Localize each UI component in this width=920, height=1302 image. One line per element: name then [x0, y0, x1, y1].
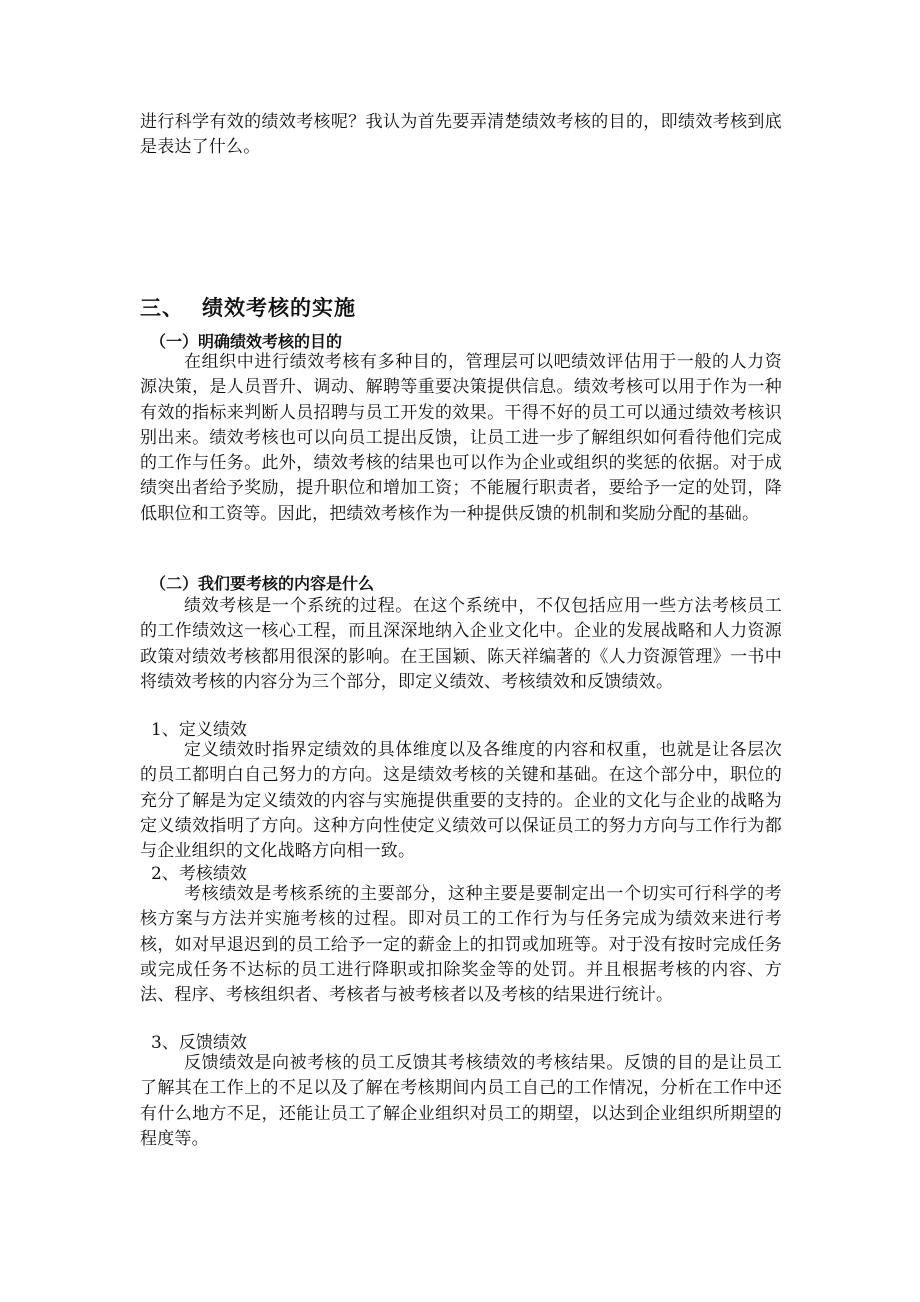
- item-heading-3: 3、反馈绩效: [151, 1033, 247, 1053]
- section-number: 三、: [140, 296, 184, 320]
- item-1-paragraph: 定义绩效时指界定绩效的具体维度以及各维度的内容和权重，也就是让各层次的员工都明白自己努力的方向。这是绩效考核的关键和基础。在这个部分中，职位的充分了解是为定义绩效的内容与实施提供重要的支持的。企业的文化与企业的战略为定义绩效指明了方向。这种方向性使定义绩效可以保证员工的努力方向与工作行为都与企业组织的文化战略方向相一致。: [140, 740, 782, 862]
- intro-paragraph: 进行科学有效的绩效考核呢？我认为首先要弄清楚绩效考核的目的，即绩效考核到底是表达了什么。: [140, 112, 782, 158]
- subsection-2-paragraph: 绩效考核是一个系统的过程。在这个系统中，不仅包括应用一些方法考核员工的工作绩效这一核心工程，而且深深地纳入企业文化中。企业的发展战略和人力资源政策对绩效考核都用很深的影响。在王国颖、陈天祥编著的《人力资源管理》一书中将绩效考核的内容分为三个部分，即定义绩效、考核绩效和反馈绩效。: [140, 596, 782, 692]
- subsection-heading-1: （一）明确绩效考核的目的: [150, 332, 343, 351]
- item-heading-2: 2、考核绩效: [151, 864, 247, 884]
- section-title: 绩效考核的实施: [202, 296, 356, 320]
- subsection-1-paragraph: 在组织中进行绩效考核有多种目的，管理层可以吧绩效评估用于一般的人力资源决策，是人员晋升、调动、解聘等重要决策提供信息。绩效考核可以用于作为一种有效的指标来判断人员招聘与员工开发的效果。干得不好的员工可以通过绩效考核识别出来。绩效考核也可以向员工提出反馈，让员工进一步了解组织如何看待他们完成的工作与任务。此外，绩效考核的结果也可以作为企业或组织的奖惩的依据。对于成绩突出者给予奖励，提升职位和增加工资；不能履行职责者，要给予一定的处罚，降低职位和工资等。因此，把绩效考核作为一种提供反馈的机制和奖励分配的基础。: [140, 352, 782, 524]
- item-2-paragraph: 考核绩效是考核系统的主要部分，这种主要是要制定出一个切实可行科学的考核方案与方法并实施考核的过程。即对员工的工作行为与任务完成为绩效来进行考核，如对早退迟到的员工给予一定的薪金上的扣罚或加班等。对于没有按时完成任务或完成任务不达标的员工进行降职或扣除奖金等的处罚。并且根据考核的内容、方法、程序、考核组织者、考核者与被考核者以及考核的结果进行统计。: [140, 884, 782, 1006]
- item-3-paragraph: 反馈绩效是向被考核的员工反馈其考核绩效的考核结果。反馈的目的是让员工了解其在工作上的不足以及了解在考核期间内员工自己的工作情况，分析在工作中还有什么地方不足，还能让员工了解企业组织对员工的期望，以达到企业组织所期望的程度等。: [140, 1053, 782, 1149]
- section-heading: [140, 292, 356, 322]
- subsection-heading-2: （二）我们要考核的内容是什么: [150, 574, 375, 593]
- item-heading-1: 1、定义绩效: [151, 720, 247, 740]
